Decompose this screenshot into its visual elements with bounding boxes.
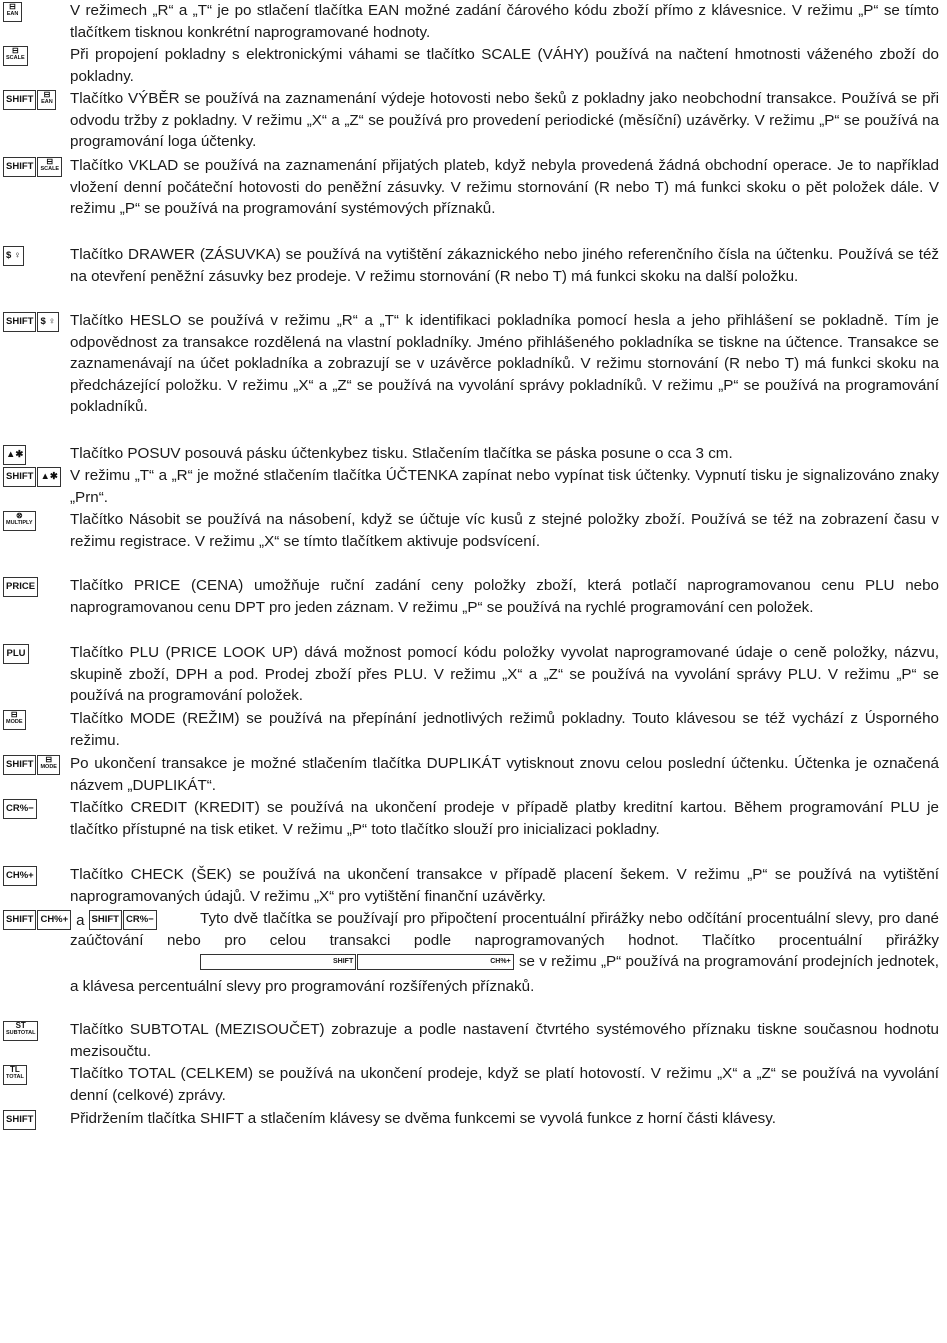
entry-text: Tlačítko POSUV posouvá pásku účtenkybez tisku. Stlačením tlačítka se páska posune o cca 3 cm. <box>70 445 733 462</box>
inline-keys <box>70 954 515 976</box>
entry-text: Tlačítko PRICE (CENA) umožňuje ruční zadání ceny položky zboží, která potlačí naprogramovanou cenu PLU nebo naprogramovanou cenu DPT pro jeden záznam. V režimu „P“ se používá na rychlé programování cen položek. <box>70 577 939 616</box>
entry-text: Po ukončení transakce je možné stlačením tlačítka DUPLIKÁT vytisknout znovu celou poslední účtenku. Účtenka je označená názvem „DUPLIKÁT“. <box>70 755 939 794</box>
check-key-icon: CH%+ <box>357 954 513 970</box>
feed-key-icon: ▲✱ <box>3 445 26 465</box>
shift-key-icon: SHIFT <box>200 954 356 970</box>
shift-key-icon: SHIFT <box>3 910 36 930</box>
key-icons <box>3 467 62 489</box>
total-key-icon: TL TOTAL <box>3 1065 27 1085</box>
key-icons <box>3 866 38 888</box>
entry-text-part1: Tyto dvě tlačítka se používají pro připočtení procentuální přirážky nebo odčítání procentuální slevy, pro dané zaúčtování nebo pro celou transakci podle naprogramovaných hodnot. Tlačítko procentuální přirážky <box>70 910 939 949</box>
entry-text: Tlačítko CREDIT (KREDIT) se používá na ukončení prodeje v případě platby kreditní kartou. Během programování PLU je tlačítko přístupné na tisk etiket. V režimu „P“ toto tlačítko slouží pro inicializaci pokladny. <box>70 799 939 838</box>
key-icons <box>3 2 23 24</box>
mode-key-icon: ⊟ MODE <box>37 755 60 775</box>
ean-key-icon: ⊟ EAN <box>37 90 56 110</box>
shift-key-icon: SHIFT <box>3 90 36 110</box>
key-icons <box>3 644 30 666</box>
shift-key-icon: SHIFT <box>89 910 122 930</box>
entry-text: V režimech „R“ a „T“ je po stlačení tlačítka EAN možné zadání čárového kódu zboží přímo z klávesnice. V režimu „P“ se tímto tlačítkem tisknou konkrétní naprogramované hodnoty. <box>70 2 939 41</box>
shift-key-icon: SHIFT <box>3 467 36 487</box>
multiply-key-icon: ⊗ MULTIPLY <box>3 511 36 531</box>
key-icons <box>3 511 37 533</box>
ean-key-icon: ⊟ EAN <box>3 2 22 22</box>
subtotal-key-icon: ST SUBTOTAL <box>3 1021 38 1041</box>
entry-text-part2: se v režimu „P“ používá na programování prodejních jednotek, a klávesa percentuální slevy pro programování rozšířených příznaků. <box>70 953 939 995</box>
mode-key-icon: ⊟ MODE <box>3 710 26 730</box>
entry-text: Tlačítko SUBTOTAL (MEZISOUČET) zobrazuje a podle nastavení čtvrtého systémového příznaku tiskne současnou hodnotu mezisoučtu. <box>70 1021 939 1060</box>
key-icons <box>3 755 61 777</box>
entry-text: Tlačítko VKLAD se používá na zaznamenání přijatých plateb, když nebyla provedená žádná obchodní operace. Je to například vložení denní počáteční hotovosti do peněžní zásuvky. V režimu stornování (R nebo T) má funkci skoku o pět položek dále. V režimu „P“ se používá na programování systémových příznaků. <box>70 157 939 218</box>
key-icons <box>3 46 29 68</box>
key-icons <box>3 312 60 334</box>
drawer-key-icon: $ ♀ <box>37 312 58 332</box>
check-key-icon: CH%+ <box>37 910 71 930</box>
key-icons <box>3 799 38 821</box>
shift-key-icon: SHIFT <box>3 312 36 332</box>
key-icons <box>3 90 57 112</box>
feed-key-icon: ▲✱ <box>37 467 60 487</box>
shift-key-icon: SHIFT <box>3 1110 36 1130</box>
shift-key-icon: SHIFT <box>3 157 36 177</box>
entry-text: Tlačítko CHECK (ŠEK) se používá na ukončení transakce v případě placení šekem. V režimu „P“ se používá na vytištění naprogramovaných údajů. V režimu „X“ pro vytištění finanční uzávěrky. <box>70 866 939 905</box>
key-icons <box>3 1021 39 1043</box>
price-key-icon: PRICE <box>3 577 38 597</box>
credit-key-icon: CR%− <box>123 910 157 930</box>
check-key-icon: CH%+ <box>3 866 37 886</box>
drawer-key-icon: $ ♀ <box>3 246 24 266</box>
scale-key-icon: ⊟ SCALE <box>37 157 62 177</box>
key-icons <box>3 1065 28 1087</box>
and-separator: a <box>76 912 85 929</box>
entry-text: Přidržením tlačítka SHIFT a stlačením klávesy se dvěma funkcemi se vyvolá funkce z horní části klávesy. <box>70 1110 776 1127</box>
key-icons <box>3 577 39 599</box>
shift-key-icon: SHIFT <box>3 755 36 775</box>
entry-text: Při propojení pokladny s elektronickými váhami se tlačítko SCALE (VÁHY) používá na načtení hmotnosti váženého zboží do pokladny. <box>70 46 939 85</box>
key-icons <box>3 1110 37 1132</box>
key-icons <box>3 445 27 467</box>
entry-text: Tlačítko VÝBĚR se používá na zaznamenání výdeje hotovosti nebo šeků z pokladny jako neobchodní transakce. Používá se při odvodu tržby z pokladny. V režimu „X“ a „Z“ se používá pro provedení periodické (měsíční) uzávěrky. V režimu „P“ se používá na programování loga účtenky. <box>70 90 939 151</box>
key-icons <box>3 157 63 179</box>
entry-text: Tlačítko Násobit se používá na násobení, když se účtuje víc kusů z stejné položky zboží. Používá se též na zobrazení času v režimu registrace. V režimu „X“ se tímto tlačítkem aktivuje podsvícení. <box>70 511 939 550</box>
entry-text: Tlačítko TOTAL (CELKEM) se používá na ukončení prodeje, když se platí hotovostí. V režimu „X“ a „Z“ se používá na vyvolání denní (celkové) zprávy. <box>70 1065 939 1104</box>
scale-key-icon: ⊟ SCALE <box>3 46 28 66</box>
entry-text: V režimu „T“ a „R“ je možné stlačením tlačítka ÚČTENKA zapínat nebo vypínat tisk účtenky. Vypnutí tisku je signalizováno znaky „Prn“. <box>70 467 939 506</box>
entry-text: Tlačítko DRAWER (ZÁSUVKA) se používá na vytištění zákaznického nebo jiného referenčního čísla na účtenku. Používá se též na otevření peněžní zásuvky bez prodeje. V režimu stornování (R nebo T) má funkci skoku na další položku. <box>70 246 939 285</box>
entry-text <box>70 908 939 997</box>
entry-text: Tlačítko HESLO se používá v režimu „R“ a „T“ k identifikaci pokladníka pomocí hesla a jeho přihlášení se pokladně. Tím je odpovědnost za transakce rozdělená na vlastní pokladníky. Jméno přihlášeného pokladníka se tiskne na účtence. Transakce se zaznamenávají na účet pokladníka a zobrazují se v uzávěrce pokladníků. V režimu stornování (R nebo T) má funkci skoku na předcházející položku. V režimu „X“ a „Z“ se používá na vyvolání správy pokladníků. V režimu „P“ se používá na programování pokladníků. <box>70 312 939 416</box>
key-icons <box>3 246 25 268</box>
key-icons <box>3 710 27 732</box>
entry-text: Tlačítko PLU (PRICE LOOK UP) dává možnost pomocí kódu položky vyvolat naprogramované údaje o ceně položky, názvu, skupině zboží, DPH a pod. Prodej zboží přes PLU. V režimu „X“ a „Z“ se používá na vyvolání správy PLU. V režimu „P“ se používá na programování položek. <box>70 644 939 705</box>
credit-key-icon: CR%− <box>3 799 37 819</box>
plu-key-icon: PLU <box>3 644 29 664</box>
entry-text: Tlačítko MODE (REŽIM) se používá na přepínání jednotlivých režimů pokladny. Touto klávesou se též vychází z Úsporného režimu. <box>70 710 939 749</box>
